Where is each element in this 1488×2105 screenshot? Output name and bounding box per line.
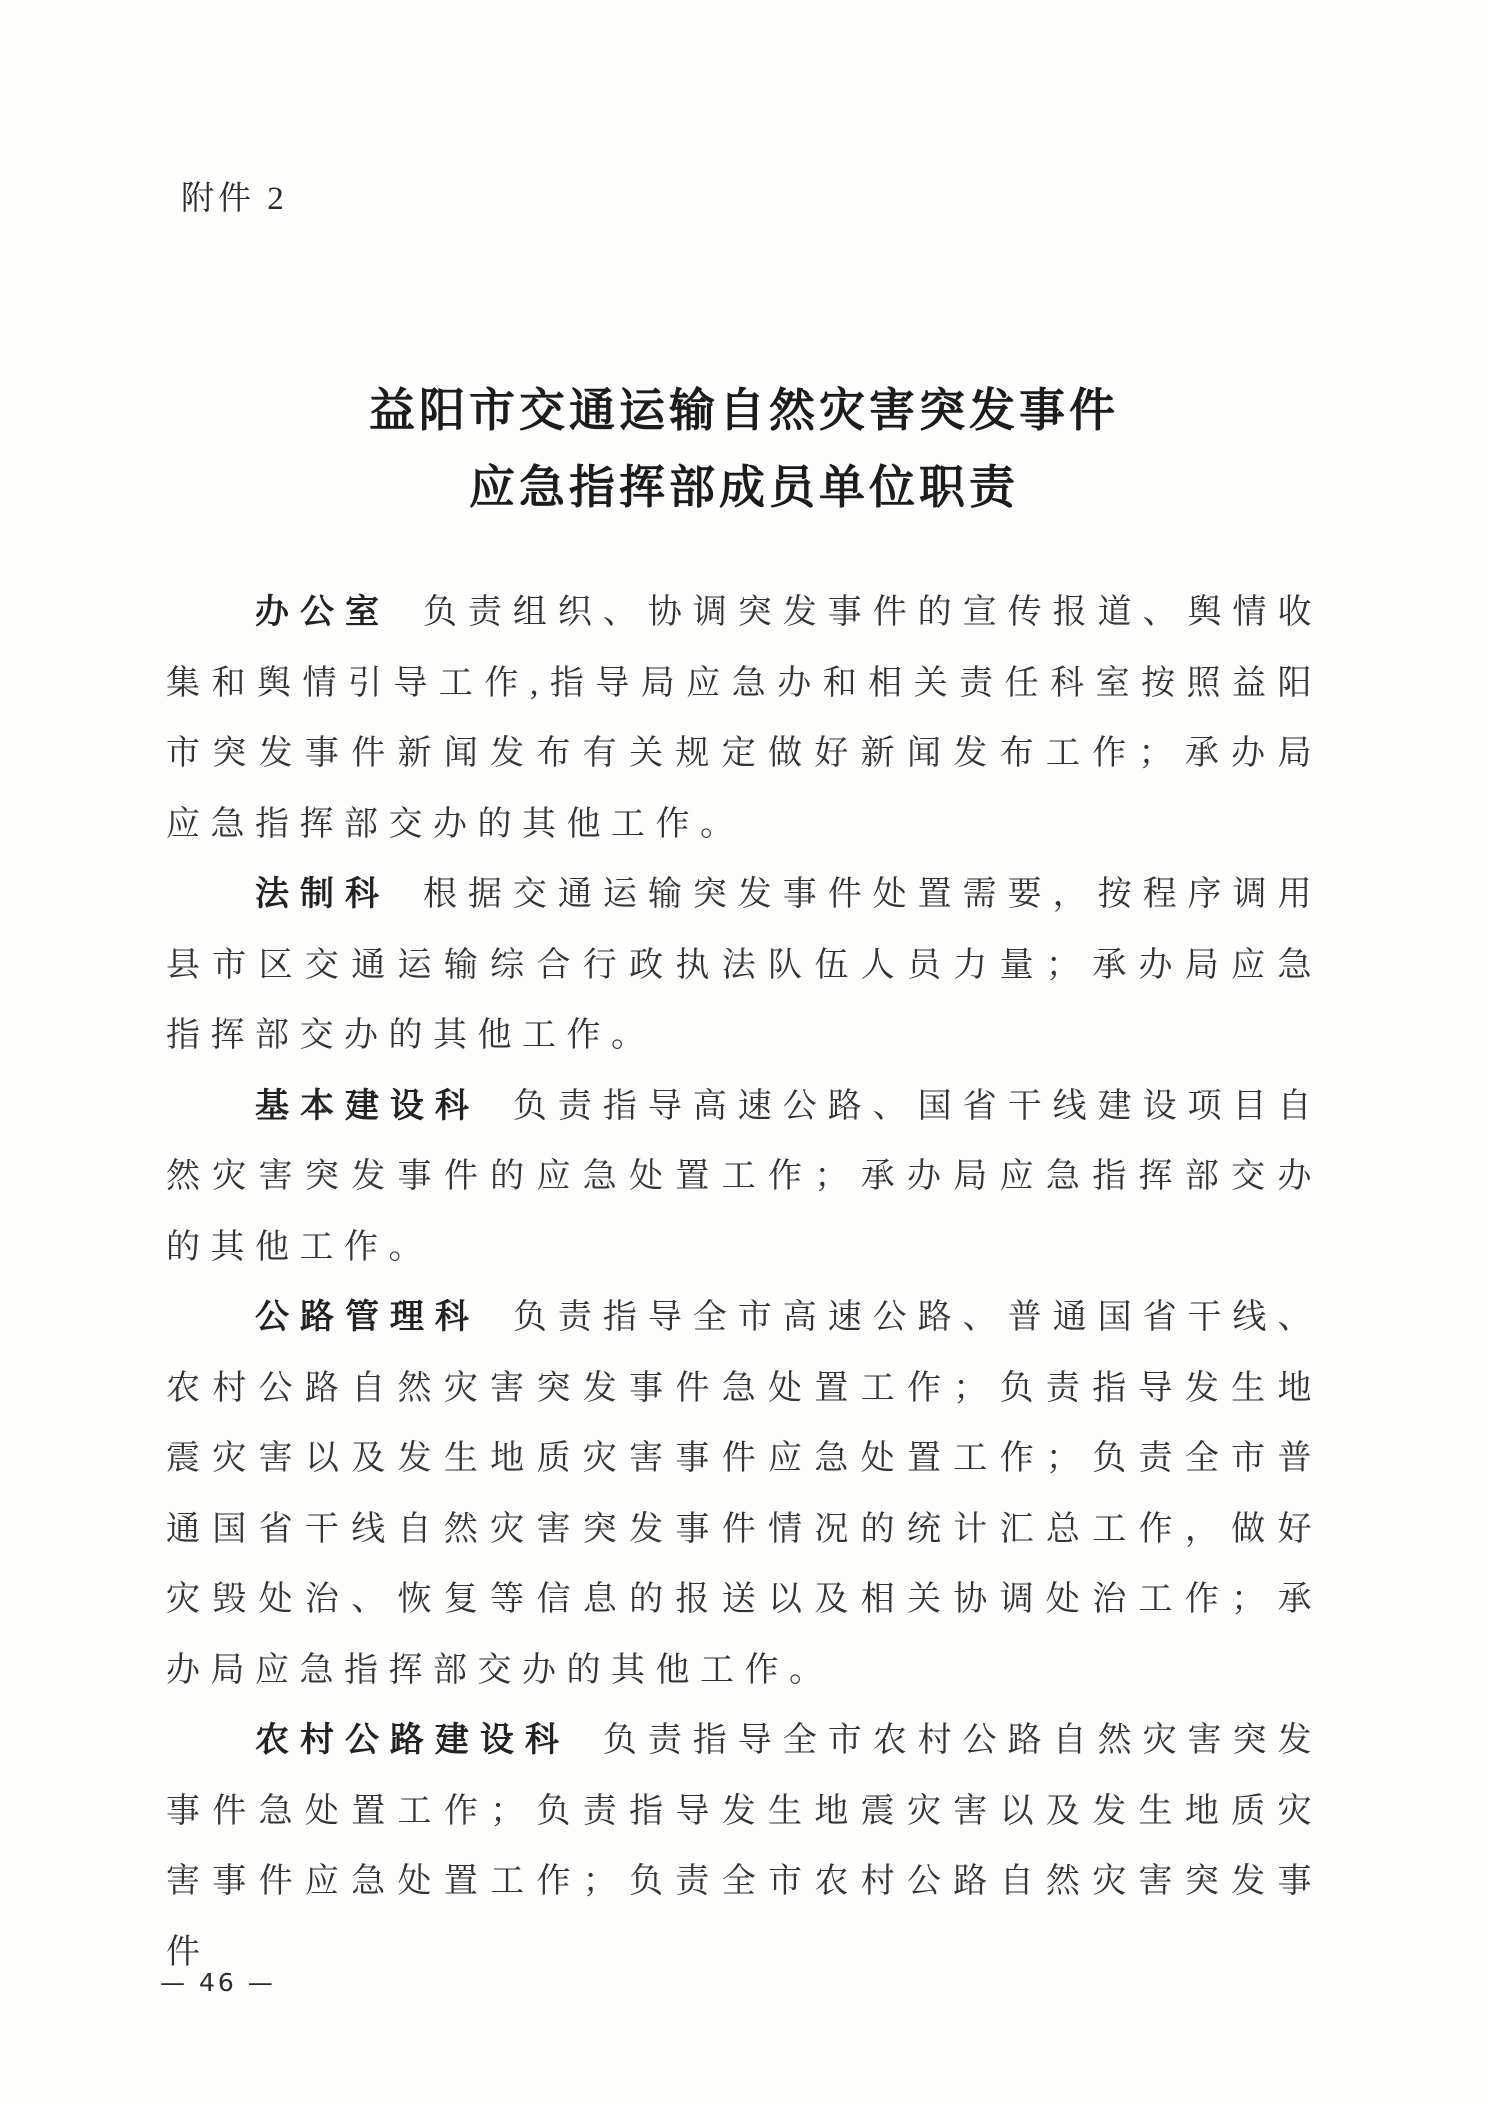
attachment-label: 附件 2: [181, 181, 288, 217]
department-name-rural-road-construction: 农村公路建设科: [255, 1722, 570, 1759]
paragraph-legal: [166, 860, 1322, 1072]
document-title: [0, 372, 1488, 526]
department-name-highway-management: 公路管理科: [255, 1299, 480, 1336]
page-number: — 46 —: [160, 1968, 276, 1997]
paragraph-text-legal: 根据交通运输突发事件处置需要，按程序调用县市区交通运输综合行政执法队伍人员力量；承办局应急指挥部交办的其他工作。: [166, 876, 1323, 1054]
paragraph-text-rural-road-construction: 负责指导全市农村公路自然灾害突发事件急处置工作；负责指导发生地震灾害以及发生地质灾害事件应急处置工作；负责全市农村公路自然灾害突发事件: [166, 1722, 1323, 1971]
paragraph-highway-management: [166, 1283, 1322, 1706]
paragraph-rural-road-construction: [166, 1706, 1322, 1988]
department-name-office: 办公室: [255, 594, 390, 631]
paragraph-office: [166, 578, 1322, 860]
paragraph-text-highway-management: 负责指导全市高速公路、普通国省干线、农村公路自然灾害突发事件急处置工作；负责指导发生地震灾害以及发生地质灾害事件应急处置工作；负责全市普通国省干线自然灾害突发事件情况的统计汇总工作，做好灾毁处治、恢复等信息的报送以及相关协调处治工作；承办局应急指挥部交办的其他工作。: [166, 1299, 1323, 1689]
department-name-legal: 法制科: [255, 876, 390, 913]
paragraph-text-office: 负责组织、协调突发事件的宣传报道、舆情收集和舆情引导工作,指导局应急办和相关责任科室按照益阳市突发事件新闻发布有关规定做好新闻发布工作；承办局应急指挥部交办的其他工作。: [166, 594, 1323, 843]
paragraph-text-capital-construction: 负责指导高速公路、国省干线建设项目自然灾害突发事件的应急处置工作；承办局应急指挥部交办的其他工作。: [166, 1087, 1323, 1266]
department-name-capital-construction: 基本建设科: [255, 1087, 480, 1125]
title-line-2: 应急指挥部成员单位职责: [469, 462, 1019, 513]
document-body: [166, 578, 1322, 1988]
title-line-1: 益阳市交通运输自然灾害突发事件: [369, 385, 1119, 436]
paragraph-capital-construction: [166, 1072, 1322, 1284]
